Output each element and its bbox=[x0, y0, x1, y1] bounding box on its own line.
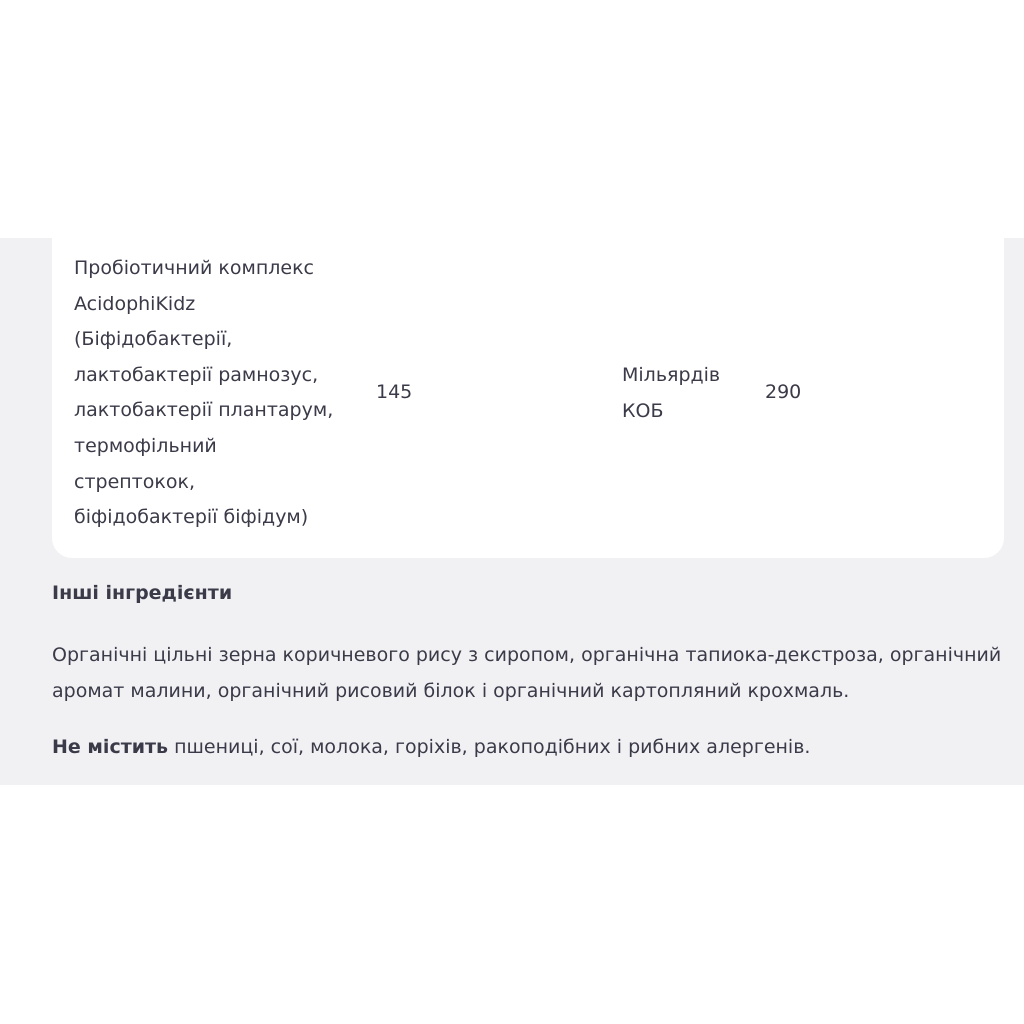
allergen-label: Не містить bbox=[52, 736, 169, 758]
ingredient-name-line: (Біфідобактерії, bbox=[74, 328, 233, 351]
ingredient-name-line: AcidophiKidz bbox=[74, 292, 196, 315]
ingredient-name-cell bbox=[74, 251, 364, 536]
ingredient-name-line: Пробіотичний комплекс bbox=[74, 257, 315, 279]
amount-cell: 145 bbox=[376, 381, 413, 403]
other-ingredients-heading: Інші інгредієнти bbox=[52, 582, 233, 604]
ingredients-line: Органічні цільні зерна коричневого рису з сиропом, органічна тапиока-декстроза, органічний bbox=[52, 644, 1002, 666]
ingredient-name-line: стрептокок, bbox=[74, 470, 195, 493]
supplement-facts-table bbox=[52, 238, 1004, 558]
allergen-statement bbox=[52, 730, 810, 766]
ingredient-name-line: лактобактерії рамнозус, bbox=[74, 363, 319, 386]
ingredient-name-line: біфідобактерії біфідум) bbox=[74, 506, 309, 529]
unit-cell bbox=[622, 358, 742, 429]
ingredient-name-line: лактобактерії плантарум, bbox=[74, 399, 334, 422]
ingredient-name-line: термофільний bbox=[74, 434, 217, 457]
daily-value-cell: 290 bbox=[765, 381, 802, 403]
ingredients-line: аромат малини, органічний рисовий білок і органічний картопляний крохмаль. bbox=[52, 679, 850, 702]
unit-line: КОБ bbox=[622, 399, 664, 422]
allergen-list: пшениці, сої, молока, горіхів, ракоподібних і рибних алергенів. bbox=[168, 736, 811, 758]
other-ingredients-text bbox=[52, 638, 1012, 709]
unit-line: Мільярдів bbox=[622, 364, 721, 386]
